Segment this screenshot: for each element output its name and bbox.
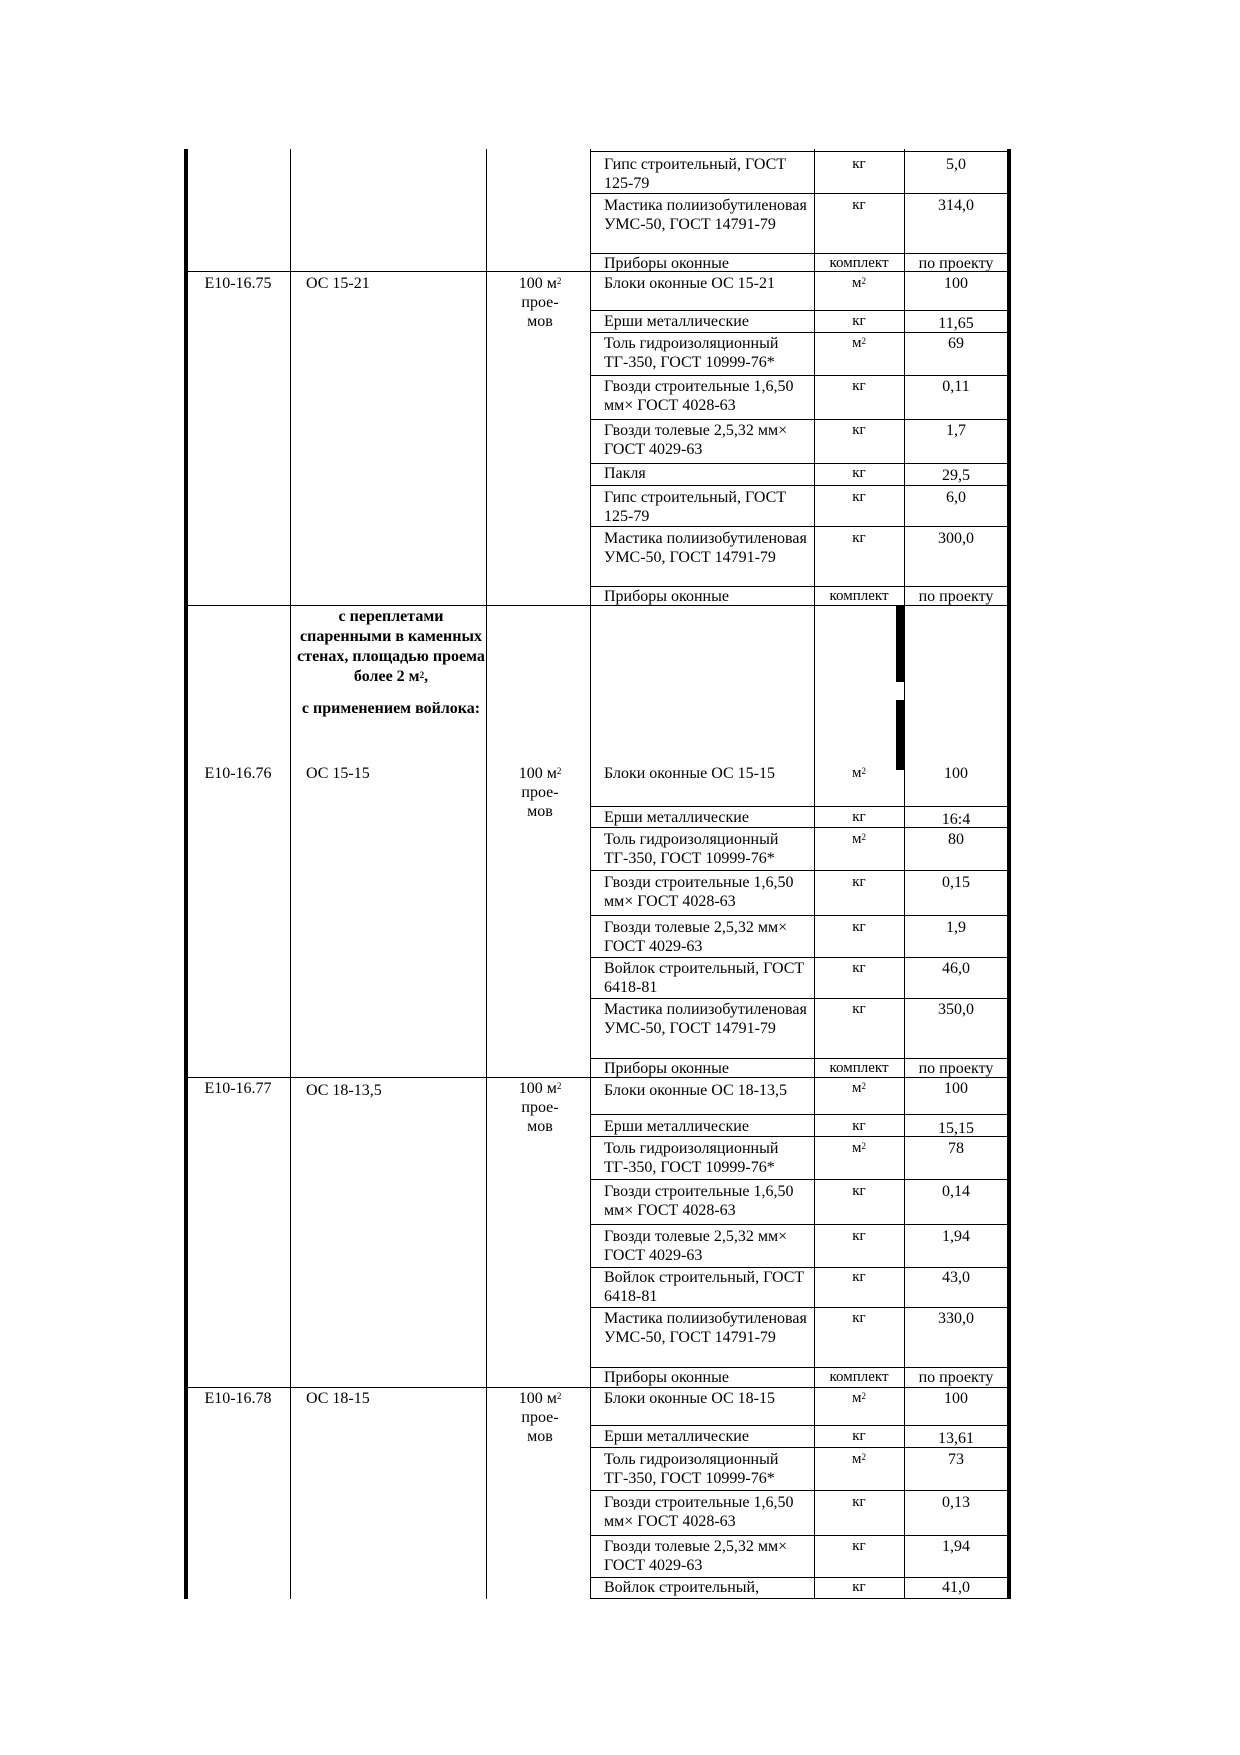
measure-unit-word: прое- bbox=[521, 1099, 559, 1116]
section-heading bbox=[296, 607, 486, 719]
measure-unit-amount: 100 м bbox=[518, 1390, 557, 1407]
material-quantity: 46,0 bbox=[942, 960, 970, 977]
material-quantity: 0,14 bbox=[942, 1183, 970, 1200]
superscript: 2 bbox=[861, 1391, 866, 1401]
section-heading-punct: , bbox=[424, 668, 429, 685]
material-unit: кг bbox=[852, 1228, 866, 1244]
material-unit: кг bbox=[852, 1118, 866, 1134]
item-name: ОС 15-21 bbox=[306, 275, 370, 292]
material-quantity: 11,65 bbox=[938, 315, 974, 332]
material-name: Мастика полиизобутиленовая УМС-50, ГОСТ 14791-79 bbox=[604, 530, 807, 566]
material-unit bbox=[814, 1079, 904, 1098]
material-name: Ерши металлические bbox=[604, 809, 749, 826]
measure-unit-word: мов bbox=[527, 313, 553, 330]
row-divider bbox=[590, 915, 1010, 916]
row-divider bbox=[590, 1307, 1010, 1308]
material-quantity: 29,5 bbox=[942, 467, 970, 484]
superscript: 2 bbox=[861, 1141, 866, 1151]
row-divider bbox=[590, 1490, 1010, 1491]
material-unit-text: м bbox=[852, 1140, 862, 1156]
row-divider bbox=[590, 957, 1010, 958]
section-heading-text: с переплетами спаренными в каменных стенах, площадью проема более 2 м bbox=[297, 608, 485, 685]
material-quantity: 100 bbox=[944, 765, 968, 782]
material-unit: кг bbox=[852, 489, 866, 505]
scan-artifact bbox=[896, 700, 905, 770]
material-quantity: 350,0 bbox=[938, 1001, 974, 1018]
row-divider bbox=[590, 870, 1010, 871]
material-quantity: 78 bbox=[948, 1140, 964, 1157]
measure-unit bbox=[490, 1079, 590, 1136]
material-quantity: 0,11 bbox=[942, 378, 970, 395]
material-unit-text: м bbox=[852, 335, 862, 351]
material-quantity: 0,15 bbox=[942, 874, 970, 891]
superscript: 2 bbox=[556, 766, 562, 776]
material-quantity: 43,0 bbox=[942, 1269, 970, 1286]
row-divider bbox=[590, 485, 1010, 486]
material-quantity: по проекту bbox=[918, 255, 994, 272]
item-name: ОС 18-15 bbox=[306, 1390, 370, 1407]
row-divider bbox=[590, 1224, 1010, 1225]
superscript: 2 bbox=[861, 766, 866, 776]
material-quantity: 5,0 bbox=[946, 156, 966, 173]
material-unit: кг bbox=[852, 1428, 866, 1444]
row-divider bbox=[590, 1179, 1010, 1180]
material-unit bbox=[814, 1139, 904, 1158]
material-name: Гвозди толевые 2,5,32 мм× ГОСТ 4029-63 bbox=[604, 1228, 788, 1264]
material-unit: кг bbox=[852, 1538, 866, 1554]
material-name: Ерши металлические bbox=[604, 1118, 749, 1135]
material-quantity: 13,61 bbox=[938, 1430, 974, 1447]
material-unit bbox=[814, 274, 904, 293]
superscript: 2 bbox=[861, 1452, 866, 1462]
material-unit: кг bbox=[852, 378, 866, 394]
material-name: Приборы оконные bbox=[604, 1369, 729, 1386]
material-name: Гипс строительный, ГОСТ 125-79 bbox=[604, 156, 787, 192]
material-name: Блоки оконные ОС 18-15 bbox=[604, 1390, 775, 1407]
row-divider bbox=[590, 1535, 1010, 1536]
column-divider bbox=[486, 149, 487, 1599]
material-unit: кг bbox=[852, 919, 866, 935]
material-unit: кг bbox=[852, 1579, 866, 1595]
material-quantity: по проекту bbox=[918, 1369, 994, 1386]
material-unit: кг bbox=[852, 1183, 866, 1199]
material-quantity: 1,94 bbox=[942, 1228, 970, 1245]
material-name: Гвозди толевые 2,5,32 мм× ГОСТ 4029-63 bbox=[604, 1538, 788, 1574]
material-name: Толь гидроизоляционный ТГ-350, ГОСТ 10999-76* bbox=[604, 1140, 779, 1176]
material-unit bbox=[814, 1389, 904, 1408]
measure-unit-amount: 100 м bbox=[518, 765, 557, 782]
material-unit-text: м bbox=[852, 1451, 862, 1467]
row-divider bbox=[590, 193, 1010, 194]
row-divider bbox=[590, 375, 1010, 376]
material-name: Гипс строительный, ГОСТ 125-79 bbox=[604, 489, 787, 525]
superscript: 2 bbox=[556, 1081, 562, 1091]
material-name: Ерши металлические bbox=[604, 313, 749, 330]
material-unit-text: м bbox=[852, 275, 862, 291]
scan-artifact bbox=[896, 606, 905, 682]
material-unit: кг bbox=[852, 809, 866, 825]
material-quantity: 6,0 bbox=[946, 489, 966, 506]
item-code: Е10-16.75 bbox=[204, 275, 272, 292]
row-divider bbox=[590, 998, 1010, 999]
material-quantity: 69 bbox=[948, 335, 964, 352]
material-quantity: по проекту bbox=[918, 1060, 994, 1077]
item-code: Е10-16.76 bbox=[204, 765, 272, 782]
material-name: Пакля bbox=[604, 465, 646, 482]
material-name: Мастика полиизобутиленовая УМС-50, ГОСТ 14791-79 bbox=[604, 1001, 807, 1037]
superscript: 2 bbox=[861, 1081, 866, 1091]
material-name: Толь гидроизоляционный ТГ-350, ГОСТ 10999-76* bbox=[604, 335, 779, 371]
material-unit: кг bbox=[852, 197, 866, 213]
material-unit: кг bbox=[852, 960, 866, 976]
section-subheading: с применением войлока: bbox=[301, 700, 481, 717]
measure-unit-amount: 100 м bbox=[518, 1080, 557, 1097]
superscript: 2 bbox=[861, 276, 866, 286]
material-unit-text: м bbox=[852, 1080, 862, 1096]
material-quantity: 1,7 bbox=[946, 422, 966, 439]
material-name: Приборы оконные bbox=[604, 255, 729, 272]
measure-unit-word: прое- bbox=[521, 294, 559, 311]
material-quantity: 41,0 bbox=[942, 1579, 970, 1596]
material-name: Блоки оконные ОС 15-21 bbox=[604, 275, 775, 292]
material-quantity: 300,0 bbox=[938, 530, 974, 547]
item-code: Е10-16.77 bbox=[204, 1080, 272, 1097]
measure-unit bbox=[490, 1389, 590, 1446]
material-quantity: 16:4 bbox=[941, 811, 971, 828]
material-unit bbox=[814, 1450, 904, 1469]
row-divider bbox=[590, 526, 1010, 527]
material-quantity: 80 bbox=[948, 831, 964, 848]
material-name: Блоки оконные ОС 15-15 bbox=[604, 765, 775, 782]
material-name: Мастика полиизобутиленовая УМС-50, ГОСТ 14791-79 bbox=[604, 1310, 807, 1346]
measure-unit-word: прое- bbox=[521, 784, 559, 801]
material-unit: кг bbox=[852, 156, 866, 172]
row-divider bbox=[590, 1425, 1010, 1426]
material-name: Ерши металлические bbox=[604, 1428, 749, 1445]
measure-unit-word: мов bbox=[527, 1118, 553, 1135]
table-left-border bbox=[184, 149, 188, 1599]
item-name: ОС 15-15 bbox=[306, 765, 370, 782]
material-unit-text: м bbox=[852, 765, 862, 781]
material-name: Гвозди строительные 1,6,50 мм× ГОСТ 4028-63 bbox=[604, 874, 794, 910]
material-quantity: 100 bbox=[944, 275, 968, 292]
row-divider bbox=[590, 310, 1010, 311]
material-name: Приборы оконные bbox=[604, 1060, 729, 1077]
material-unit: комплект bbox=[829, 588, 889, 604]
material-name: Войлок строительный, bbox=[604, 1579, 760, 1596]
material-name: Гвозди толевые 2,5,32 мм× ГОСТ 4029-63 bbox=[604, 422, 788, 458]
material-unit: кг bbox=[852, 313, 866, 329]
row-divider bbox=[590, 419, 1010, 420]
superscript: 2 bbox=[419, 670, 425, 680]
superscript: 2 bbox=[556, 1391, 562, 1401]
superscript: 2 bbox=[861, 832, 866, 842]
material-quantity: 100 bbox=[944, 1080, 968, 1097]
material-quantity: по проекту bbox=[918, 588, 994, 605]
measure-unit-amount: 100 м bbox=[518, 275, 557, 292]
material-name: Гвозди строительные 1,6,50 мм× ГОСТ 4028-63 bbox=[604, 1183, 794, 1219]
material-name: Войлок строительный, ГОСТ 6418-81 bbox=[604, 1269, 805, 1305]
material-quantity: 15,15 bbox=[938, 1120, 974, 1137]
measure-unit bbox=[490, 764, 590, 821]
measure-unit bbox=[490, 274, 590, 331]
row-divider bbox=[186, 1387, 1010, 1388]
material-unit: кг bbox=[852, 465, 866, 481]
material-unit: кг bbox=[852, 874, 866, 890]
material-quantity: 314,0 bbox=[938, 197, 974, 214]
measure-unit-word: прое- bbox=[521, 1409, 559, 1426]
material-name: Толь гидроизоляционный ТГ-350, ГОСТ 10999-76* bbox=[604, 831, 779, 867]
material-unit-text: м bbox=[852, 831, 862, 847]
measure-unit-word: мов bbox=[527, 1428, 553, 1445]
material-unit: комплект bbox=[829, 255, 889, 271]
material-unit-text: м bbox=[852, 1390, 862, 1406]
material-unit: кг bbox=[852, 530, 866, 546]
material-unit: кг bbox=[852, 1494, 866, 1510]
material-unit: комплект bbox=[829, 1369, 889, 1385]
material-quantity: 100 bbox=[944, 1390, 968, 1407]
superscript: 2 bbox=[861, 336, 866, 346]
measure-unit-word: мов bbox=[527, 803, 553, 820]
material-unit bbox=[814, 334, 904, 353]
material-unit: кг bbox=[852, 1310, 866, 1326]
material-quantity: 330,0 bbox=[938, 1310, 974, 1327]
row-divider bbox=[590, 806, 1010, 807]
row-divider bbox=[590, 151, 1010, 152]
row-divider bbox=[590, 1598, 1010, 1599]
material-unit: комплект bbox=[829, 1060, 889, 1076]
material-quantity: 1,94 bbox=[942, 1538, 970, 1555]
material-name: Блоки оконные ОС 18-13,5 bbox=[604, 1082, 787, 1099]
material-quantity: 1,9 bbox=[946, 919, 966, 936]
item-name: ОС 18-13,5 bbox=[306, 1082, 382, 1099]
material-name: Гвозди толевые 2,5,32 мм× ГОСТ 4029-63 bbox=[604, 919, 788, 955]
row-divider bbox=[590, 1114, 1010, 1115]
material-name: Гвозди строительные 1,6,50 мм× ГОСТ 4028-63 bbox=[604, 1494, 794, 1530]
material-unit: кг bbox=[852, 1269, 866, 1285]
material-quantity: 73 bbox=[948, 1451, 964, 1468]
material-unit: кг bbox=[852, 1001, 866, 1017]
material-name: Приборы оконные bbox=[604, 588, 729, 605]
material-unit bbox=[814, 830, 904, 849]
superscript: 2 bbox=[556, 276, 562, 286]
material-unit: кг bbox=[852, 422, 866, 438]
material-unit bbox=[814, 764, 904, 783]
column-divider bbox=[290, 149, 291, 1599]
material-name: Гвозди строительные 1,6,50 мм× ГОСТ 4028-63 bbox=[604, 378, 794, 414]
material-name: Войлок строительный, ГОСТ 6418-81 bbox=[604, 960, 805, 996]
column-divider bbox=[590, 149, 591, 1599]
material-name: Толь гидроизоляционный ТГ-350, ГОСТ 10999-76* bbox=[604, 1451, 779, 1487]
material-quantity: 0,13 bbox=[942, 1494, 970, 1511]
item-code: Е10-16.78 bbox=[204, 1390, 272, 1407]
material-name: Мастика полиизобутиленовая УМС-50, ГОСТ 14791-79 bbox=[604, 197, 807, 233]
